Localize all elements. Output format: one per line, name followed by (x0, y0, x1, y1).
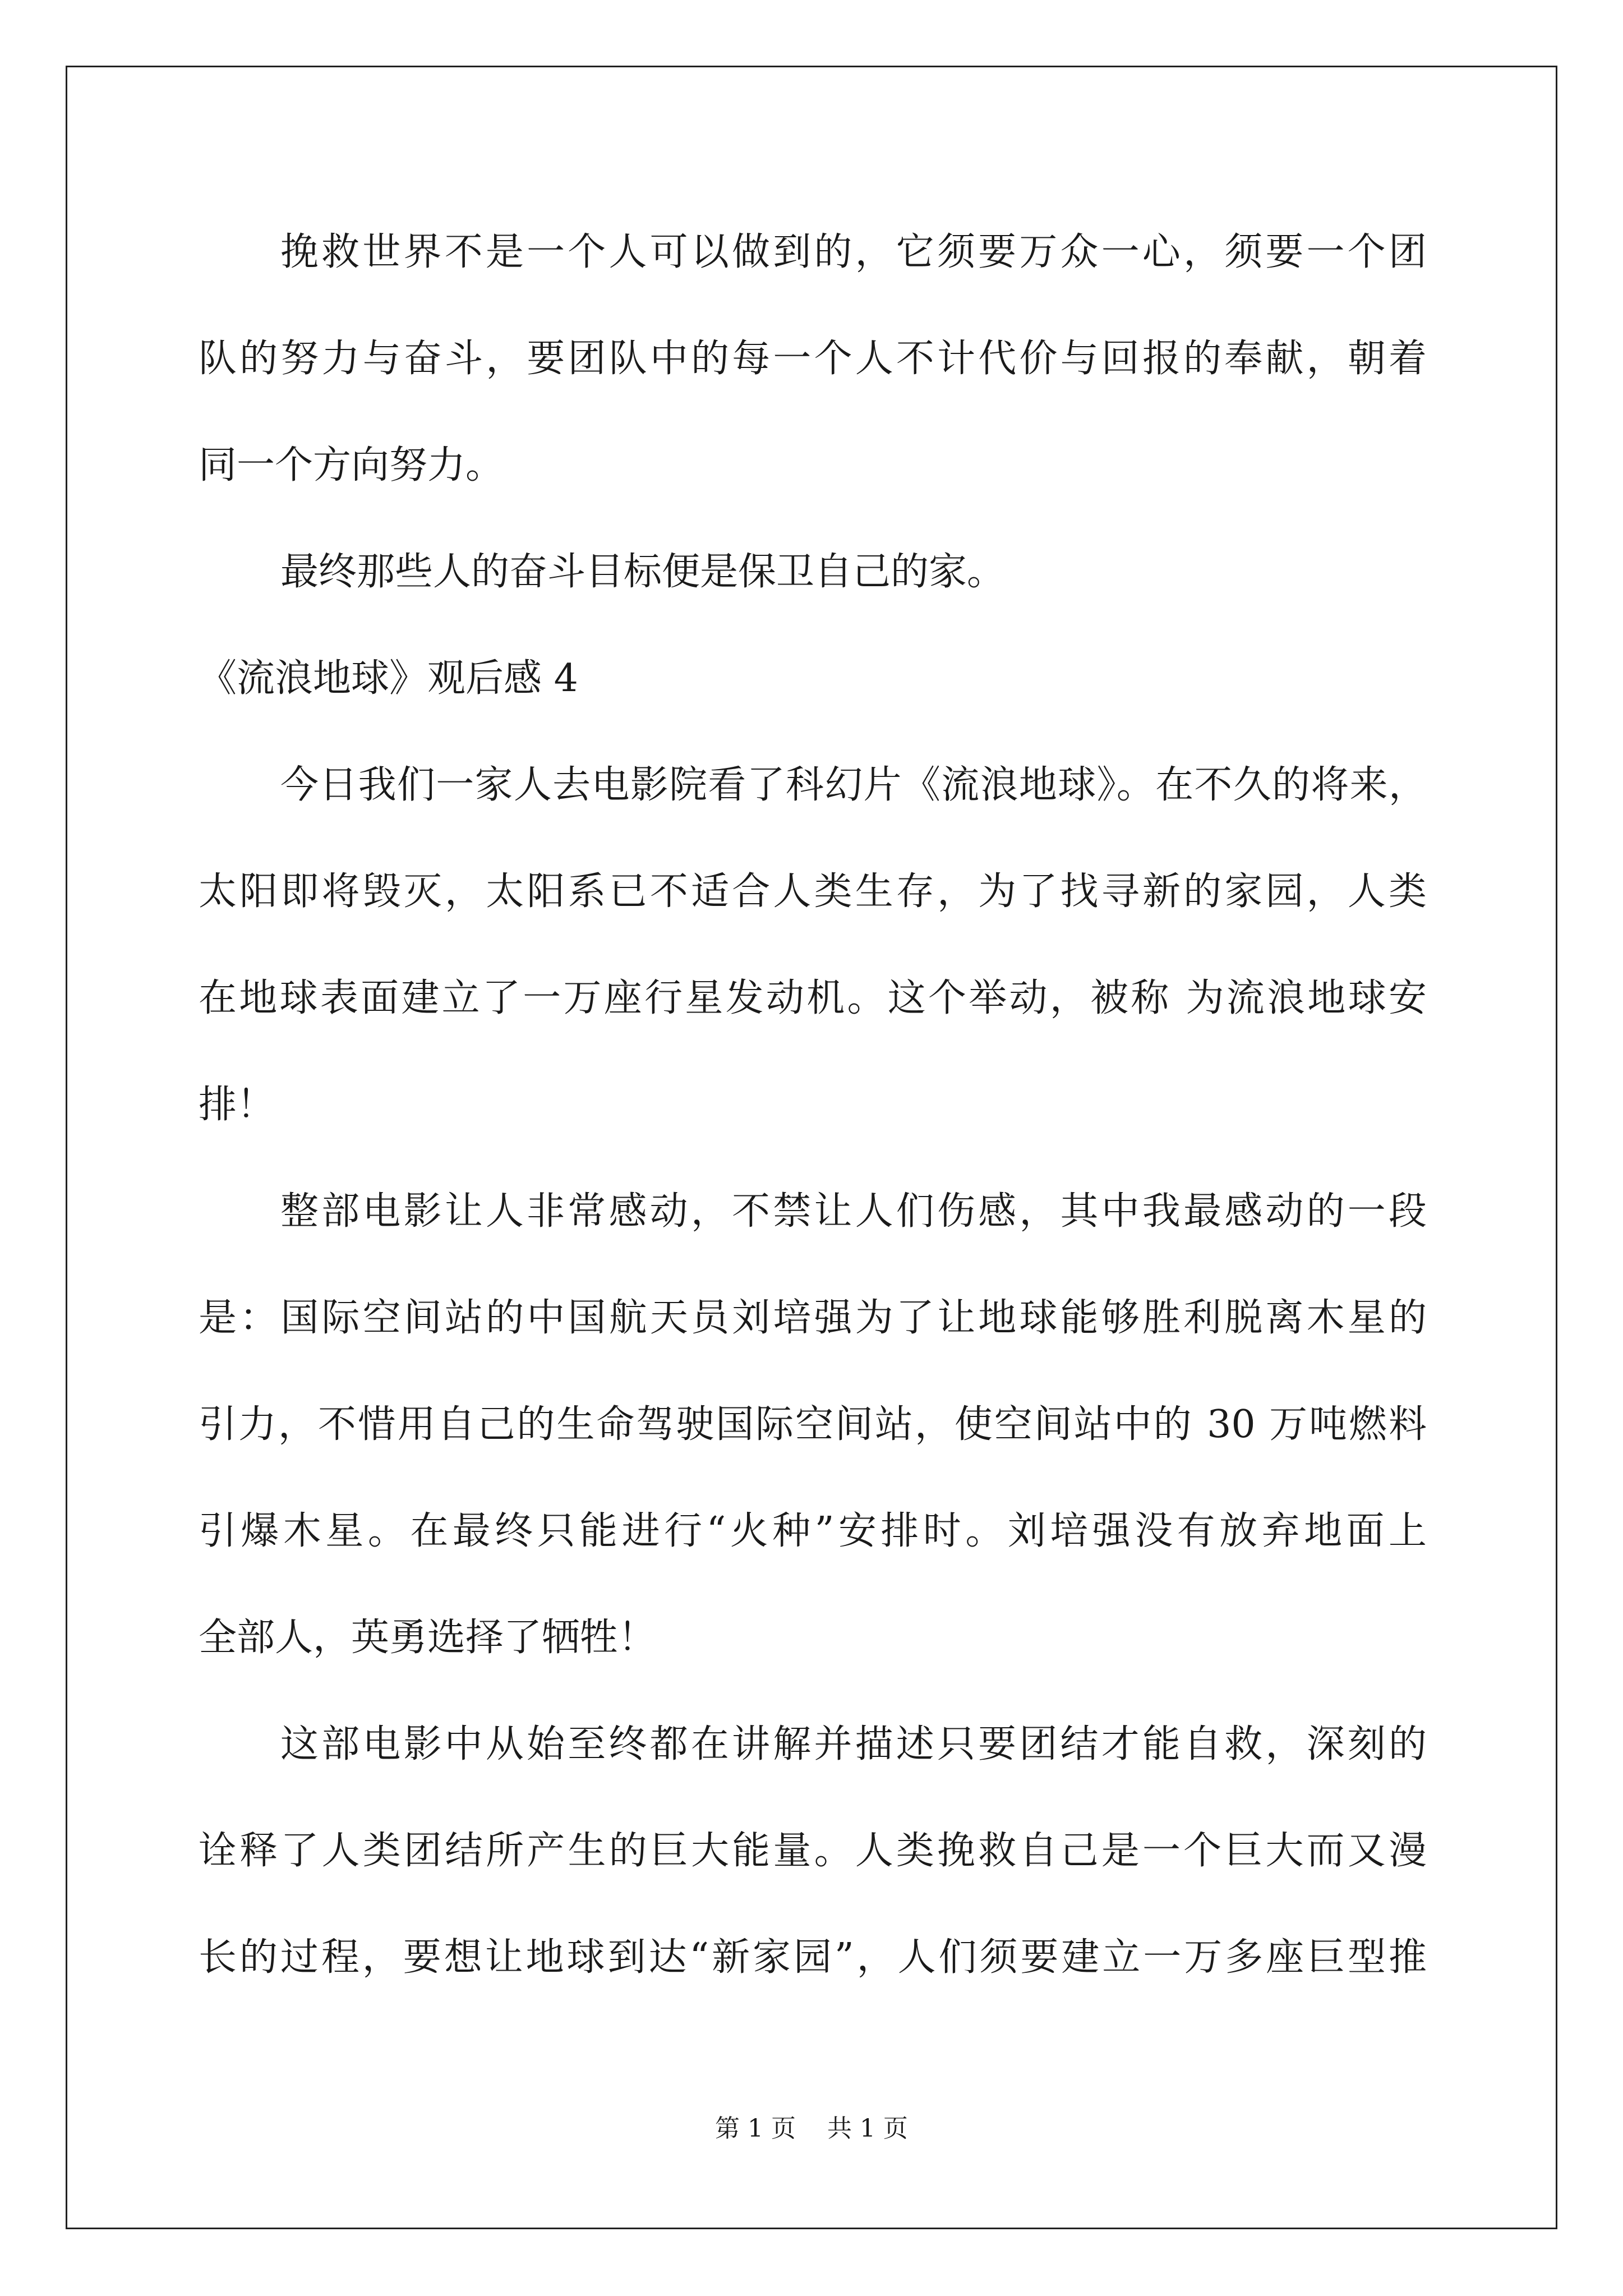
paragraph-1-line-2: 队的努力与奋斗，要团队中的每一个人不计代价与回报的奉献，朝着 (199, 337, 1427, 381)
section-paragraph-1-line-4: 排！ (199, 1083, 275, 1127)
page-border (66, 66, 1557, 2229)
page-footer: 第 1 页 共 1 页 (715, 2114, 908, 2143)
section-paragraph-3-line-3: 长的过程，要想让地球到达“新家园”，人们须要建立一万多座巨型推 (199, 1935, 1427, 1980)
section-paragraph-1-line-2: 太阳即将毁灭，太阳系已不适合人类生存，为了找寻新的家园，人类 (199, 869, 1427, 914)
section-paragraph-2-line-5: 全部人，英勇选择了牺牲！ (199, 1616, 657, 1660)
section-paragraph-3-line-2: 诠释了人类团结所产生的巨大能量。人类挽救自己是一个巨大而又漫 (199, 1829, 1427, 1873)
section-paragraph-1-line-3: 在地球表面建立了一万座行星发动机。这个举动，被称 为流浪地球安 (199, 976, 1427, 1020)
section-paragraph-3-line-1: 这部电影中从始至终都在讲解并描述只要团结才能自救，深刻的 (280, 1722, 1427, 1766)
section-paragraph-2-line-4: 引爆木星。在最终只能进行“火种”安排时。刘培强没有放弃地面上 (199, 1509, 1427, 1553)
section-paragraph-2-line-2: 是：国际空间站的中国航天员刘培强为了让地球能够胜利脱离木星的 (199, 1296, 1427, 1340)
paragraph-2-line-1: 最终那些人的奋斗目标便是保卫自己的家。 (280, 550, 1006, 594)
paragraph-1-line-1: 挽救世界不是一个人可以做到的，它须要万众一心，须要一个团 (280, 230, 1427, 274)
paragraph-1-line-3: 同一个方向努力。 (199, 443, 504, 487)
section-paragraph-2-line-1: 整部电影让人非常感动，不禁让人们伤感，其中我最感动的一段 (280, 1189, 1427, 1234)
section-paragraph-2-line-3: 引力，不惜用自己的生命驾驶国际空间站，使空间站中的 30 万吨燃料 (199, 1402, 1427, 1447)
section-paragraph-1-line-1: 今日我们一家人去电影院看了科幻片《流浪地球》。在不久的将来， (280, 763, 1427, 807)
section-title: 《流浪地球》观后感 4 (199, 656, 578, 701)
